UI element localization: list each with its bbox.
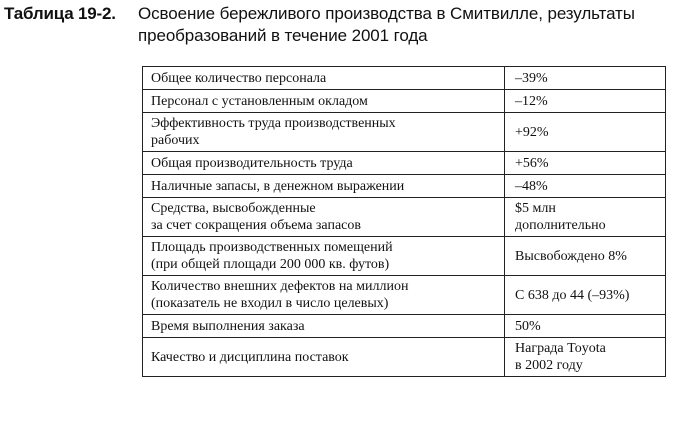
metric-text: Персонал с установленным окладом [151,93,368,109]
value-text: Награда Toyota [515,341,606,356]
value-text: Высвобождено 8% [515,248,627,264]
table-title-line: Освоение бережливого производства в Смитвилле, результаты [138,4,635,23]
table-row [143,152,666,175]
table-row [143,198,666,237]
table-row [143,113,666,152]
value-text: $5 млн [515,201,556,216]
table-row [143,175,666,198]
value-text: –12% [515,93,548,109]
metric-text: Площадь производственных помещений [151,240,393,255]
metric-cell [143,152,505,175]
table-row [143,90,666,113]
results-table [142,66,666,377]
metric-text: Время выполнения заказа [151,318,305,334]
metric-text: Количество внешних дефектов на миллион [151,279,409,294]
metric-text: Общая производительность труда [151,155,353,171]
value-cell [505,113,666,152]
table-row [143,67,666,90]
metric-text: Общее количество персонала [151,70,327,86]
metric-cell [143,276,505,315]
table-row [143,276,666,315]
value-text: дополнительно [515,218,606,233]
table-title [138,3,678,47]
value-text: С 638 до 44 (–93%) [515,287,630,303]
value-cell [505,315,666,338]
metric-cell [143,338,505,377]
value-text: +56% [515,155,549,171]
table-number: Таблица 19-2. [4,4,116,23]
metric-cell [143,315,505,338]
value-text: 50% [515,318,541,334]
value-cell [505,152,666,175]
value-cell [505,90,666,113]
value-text: –39% [515,70,548,86]
table-row [143,315,666,338]
metric-text: рабочих [151,133,200,148]
value-cell [505,67,666,90]
metric-cell [143,67,505,90]
metric-text: (показатель не входил в число целевых) [151,296,389,311]
value-cell [505,338,666,377]
metric-text: Качество и дисциплина поставок [151,349,349,365]
metric-cell [143,175,505,198]
value-text: в 2002 году [515,358,583,373]
metric-cell [143,198,505,237]
metric-text: Средства, высвобожденные [151,201,316,216]
metric-text: Наличные запасы, в денежном выражении [151,178,405,194]
metric-text: за счет сокращения объема запасов [151,218,361,233]
table-row [143,237,666,276]
value-text: –48% [515,178,548,194]
value-cell [505,198,666,237]
metric-cell [143,237,505,276]
value-cell [505,175,666,198]
table-row [143,338,666,377]
value-cell [505,237,666,276]
metric-text: Эффективность труда производственных [151,116,396,131]
value-cell [505,276,666,315]
metric-cell [143,90,505,113]
value-text: +92% [515,124,549,140]
metric-cell [143,113,505,152]
table-title-line: преобразований в течение 2001 года [138,26,428,45]
metric-text: (при общей площади 200 000 кв. футов) [151,257,390,272]
